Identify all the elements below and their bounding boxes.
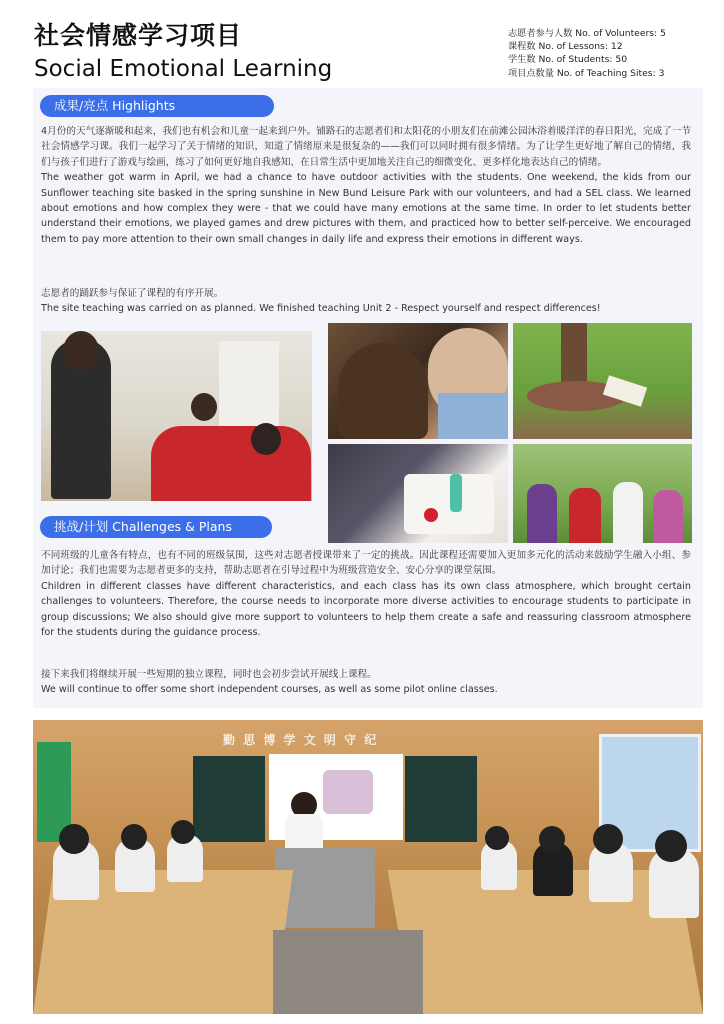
stat-lessons: 课程数 No. of Lessons: 12 bbox=[508, 41, 623, 53]
photo-classroom bbox=[33, 720, 703, 1014]
photo-park-tree bbox=[513, 323, 692, 439]
highlights-text-en: The weather got warm in April, we had a chance to have outdoor activities with the students. One weekend, the kids from our Sunflower teaching site basked in the spring sunshine in New Bund Leisure Park with our volunteers, and had a SEL class. We learned about emotions and how complex they were - that we could have many emotions at the same time. In order to let students better understand their emotions, we played games and drew pictures with them, and practiced how to better self-perceive. We encouraged them to pay more attention to their own small changes in daily life and express their emotions in different ways. bbox=[41, 172, 691, 245]
photo-indoor-class bbox=[41, 331, 312, 501]
plans-paragraph bbox=[41, 667, 691, 698]
challenges-paragraph bbox=[41, 548, 691, 640]
classroom-banner: 勤 思 博 学 文 明 守 纪 bbox=[223, 733, 379, 747]
project-stats bbox=[508, 27, 666, 80]
highlights-paragraph bbox=[41, 124, 691, 247]
page-title-en: Social Emotional Learning bbox=[34, 56, 333, 82]
highlights-heading: 成果/亮点 Highlights bbox=[40, 95, 274, 117]
progress-text-cn: 志愿者的踊跃参与保证了课程的有序开展。 bbox=[41, 288, 224, 299]
highlights-text-cn: 4月份的天气逐渐暖和起来，我们也有机会和儿童一起来到户外。铺路石的志愿者们和太阳花的小朋友们在前滩公园沐浴着暖洋洋的春日阳光，完成了一节社会情感学习课。我们一起学习了关于情绪的知识，知道了情绪原来是很复杂的——我们可以同时拥有很多情绪。为了让学生更好地了解自己的情绪，我们与孩子们进行了游戏与绘画，练习了如何更好地自我感知、在日常生活中更加地关注自己的细微变化、更多样化地表达自己的情绪。 bbox=[41, 126, 691, 168]
challenges-heading: 挑战/计划 Challenges & Plans bbox=[40, 516, 272, 538]
plans-text-en: We will continue to offer some short independent courses, as well as some pilot online classes. bbox=[41, 684, 498, 696]
photo-drawing-activity bbox=[328, 444, 508, 543]
plans-text-cn: 接下来我们将继续开展一些短期的独立课程，同时也会初步尝试开展线上课程。 bbox=[41, 669, 377, 680]
challenges-text-cn: 不同班级的儿童各有特点，也有不同的班级氛围，这些对志愿者授课带来了一定的挑战。因此课程还需要加入更加多元化的活动来鼓励学生融入小组、参加讨论；我们也需要为志愿者更多的支持，帮助志愿者在引导过程中为班级营造安全、安心分享的课堂氛围。 bbox=[41, 550, 691, 577]
teaching-progress-paragraph bbox=[41, 286, 691, 317]
stat-teaching-sites: 项目点数量 No. of Teaching Sites: 3 bbox=[508, 67, 665, 79]
progress-text-en: The site teaching was carried on as planned. We finished teaching Unit 2 - Respect yourself and respect differences! bbox=[41, 303, 601, 315]
stat-volunteers: 志愿者参与人数 No. of Volunteers: 5 bbox=[508, 28, 666, 39]
photo-outdoor-group bbox=[513, 444, 692, 543]
stat-students: 学生数 No. of Students: 50 bbox=[508, 54, 628, 66]
page-title-cn: 社会情感学习项目 bbox=[34, 21, 243, 50]
photo-volunteer-and-child bbox=[328, 323, 508, 439]
challenges-text-en: Children in different classes have different characteristics, and each class has its own class atmosphere, which brought certain challenges to volunteers. Therefore, the course needs to incorporate more diverse activities to encourage students to participate in group discussions; We also should give more support to volunteers to help them create a safe and reassuring classroom atmosphere for the students during the guidance process. bbox=[41, 580, 691, 639]
